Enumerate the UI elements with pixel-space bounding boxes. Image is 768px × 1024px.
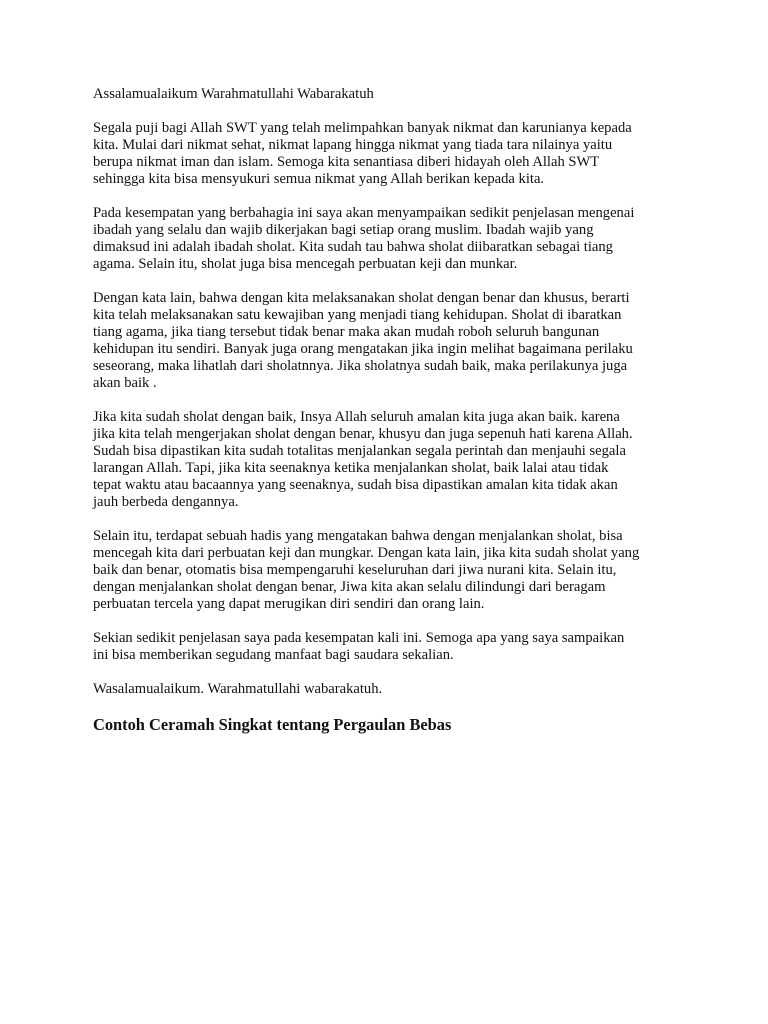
paragraph-line: Pada kesempatan yang berbahagia ini saya akan menyampaikan sedikit penjelasan mengenai xyxy=(93,205,635,221)
body-paragraph xyxy=(93,290,683,392)
paragraph-line: seseorang, maka lihatlah dari sholatnnya. Jika sholatnya sudah baik, maka perilakunya juga xyxy=(93,358,628,374)
body-paragraphs xyxy=(93,120,683,664)
paragraph-line: akan baik . xyxy=(93,375,157,391)
paragraph-line: mencegah kita dari perbuatan keji dan mungkar. Dengan kata lain, jika kita sudah sholat yang xyxy=(93,545,640,561)
body-paragraph xyxy=(93,528,683,613)
body-paragraph xyxy=(93,120,683,188)
paragraph-line: Jika kita sudah sholat dengan baik, Insya Allah seluruh amalan kita juga akan baik. karena xyxy=(93,409,620,425)
paragraph-line: agama. Selain itu, sholat juga bisa mencegah perbuatan keji dan munkar. xyxy=(93,256,518,272)
paragraph-line: dengan menjalankan sholat dengan benar, Jiwa kita akan selalu dilindungi dari beragam xyxy=(93,579,606,595)
paragraph-line: larangan Allah. Tapi, jika kita seenaknya ketika menjalankan sholat, baik lalai atau tidak xyxy=(93,460,609,476)
paragraph-line: Sekian sedikit penjelasan saya pada kesempatan kali ini. Semoga apa yang saya sampaikan xyxy=(93,630,625,646)
paragraph-line: dimaksud ini adalah ibadah sholat. Kita sudah tau bahwa sholat diibaratkan sebagai tiang xyxy=(93,239,613,255)
body-paragraph xyxy=(93,409,683,511)
document-page xyxy=(93,86,683,735)
section-heading: Contoh Ceramah Singkat tentang Pergaulan Bebas xyxy=(93,715,452,734)
greeting xyxy=(93,86,683,103)
paragraph-line: Selain itu, terdapat sebuah hadis yang mengatakan bahwa dengan menjalankan sholat, bisa xyxy=(93,528,623,544)
paragraph-line: Dengan kata lain, bahwa dengan kita melaksanakan sholat dengan benar dan khusus, berarti xyxy=(93,290,630,306)
paragraph-line: kita telah melaksanakan satu kewajiban yang menjadi tiang kehidupan. Sholat di ibaratkan xyxy=(93,307,622,323)
closing-line: Wasalamualaikum. Warahmatullahi wabarakatuh. xyxy=(93,681,383,697)
closing xyxy=(93,681,683,698)
paragraph-line: tiang agama, jika tiang tersebut tidak benar maka akan mudah roboh seluruh bangunan xyxy=(93,324,600,340)
paragraph-line: tepat waktu atau bacaannya yang seenaknya, sudah bisa dipastikan amalan kita tidak akan xyxy=(93,477,618,493)
paragraph-line: ini bisa memberikan segudang manfaat bagi saudara sekalian. xyxy=(93,647,454,663)
paragraph-line: Sudah bisa dipastikan kita sudah totalitas menjalankan segala perintah dan menjauhi segala xyxy=(93,443,626,459)
paragraph-line: baik dan benar, otomatis bisa mempengaruhi keseluruhan dari jiwa nurani kita. Selain itu, xyxy=(93,562,617,578)
paragraph-line: jika kita telah mengerjakan sholat dengan benar, khusyu dan juga sepenuh hati karena Allah. xyxy=(93,426,633,442)
paragraph-line: perbuatan tercela yang dapat merugikan diri sendiri dan orang lain. xyxy=(93,596,485,612)
paragraph-line: kita. Mulai dari nikmat sehat, nikmat lapang hingga nikmat yang tiada tara nilainya yaitu xyxy=(93,137,613,153)
body-paragraph xyxy=(93,205,683,273)
paragraph-line: ibadah yang selalu dan wajib dikerjakan bagi setiap orang muslim. Ibadah wajib yang xyxy=(93,222,594,238)
paragraph-line: jauh berbeda dengannya. xyxy=(93,494,239,510)
greeting-line: Assalamualaikum Warahmatullahi Wabarakatuh xyxy=(93,86,374,102)
body-paragraph xyxy=(93,630,683,664)
paragraph-line: berupa nikmat iman dan islam. Semoga kita senantiasa diberi hidayah oleh Allah SWT xyxy=(93,154,600,170)
paragraph-line: Segala puji bagi Allah SWT yang telah melimpahkan banyak nikmat dan karunianya kepada xyxy=(93,120,632,136)
paragraph-line: sehingga kita bisa mensyukuri semua nikmat yang Allah berikan kepada kita. xyxy=(93,171,545,187)
paragraph-line: kehidupan itu sendiri. Banyak juga orang mengatakan jika ingin melihat bagaimana perilaku xyxy=(93,341,633,357)
